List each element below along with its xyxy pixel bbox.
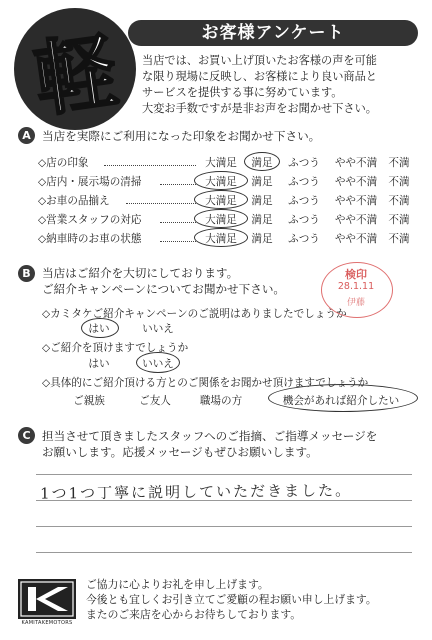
rating-option[interactable]: ふつう: [288, 195, 320, 207]
logo-badge-char: 軽: [28, 23, 124, 129]
rating-option[interactable]: 満足: [251, 195, 273, 207]
k-logo-icon: [18, 579, 76, 619]
rating-option[interactable]: ふつう: [288, 214, 320, 226]
selected-ring: [194, 209, 248, 228]
question-referral: ◇ご紹介を頂けますでしょうか: [42, 342, 189, 354]
option-no[interactable]: いいえ: [142, 323, 174, 335]
rating-option[interactable]: ふつう: [288, 233, 320, 245]
stamp-name: 伊藤: [346, 298, 365, 308]
section-c-title: 担当させて頂きましたスタッフへのご指摘、ご指導メッセージを: [42, 429, 378, 443]
write-line: [36, 526, 412, 527]
rating-option[interactable]: 満足: [251, 233, 273, 245]
leader-dots: [160, 184, 196, 185]
selected-ring: [81, 318, 119, 338]
rating-row-label: ◇店内・展示場の清掃: [38, 176, 142, 188]
rating-option[interactable]: 満足: [251, 176, 273, 188]
rating-option[interactable]: やや不満: [334, 157, 378, 169]
selected-ring: [194, 228, 248, 247]
section-a-title: 当店を実際にご利用になった印象をお聞かせ下さい。: [42, 129, 321, 143]
section-b-title: 当店はご紹介を大切にしております。: [42, 266, 239, 280]
selected-ring: [244, 152, 280, 171]
intro-line: 大変お手数ですが是非お声をお聞かせ下さい。: [142, 102, 377, 115]
rating-option[interactable]: やや不満: [334, 176, 378, 188]
intro-line: 当店では、お買い上げ頂いたお客様の声を可能: [142, 54, 377, 67]
option-yes[interactable]: はい: [88, 358, 110, 370]
handwritten-comment[interactable]: 1つ1つ丁寧に説明していただきました。: [39, 481, 353, 503]
rating-option[interactable]: やや不満: [334, 195, 378, 207]
option-refer-if-chance[interactable]: 機会があれば紹介したい: [282, 395, 400, 407]
rating-option[interactable]: やや不満: [334, 233, 378, 245]
thanks-line: 今後とも宜しくお引き立てご愛顧の程お願い申し上げます。: [86, 593, 377, 606]
option-relatives[interactable]: ご親族: [73, 395, 105, 407]
leader-dots: [126, 203, 196, 204]
rating-option[interactable]: 不満: [388, 157, 410, 169]
intro-line: サービスを提供する事に努めています。: [142, 86, 343, 99]
rating-option[interactable]: 大満足: [205, 233, 237, 245]
option-no[interactable]: いいえ: [142, 358, 174, 370]
page-title: お客様アンケート: [201, 23, 345, 43]
rating-option[interactable]: 満足: [251, 214, 273, 226]
section-b-marker: B: [18, 265, 35, 282]
leader-dots: [104, 165, 196, 166]
rating-option[interactable]: 大満足: [205, 157, 237, 169]
rating-option[interactable]: 不満: [388, 214, 410, 226]
stamp-date: 28.1.11: [337, 281, 375, 292]
stamp-label: 検印: [345, 268, 367, 281]
rating-row-label: ◇営業スタッフの対応: [38, 214, 142, 226]
rating-option[interactable]: 満足: [251, 157, 273, 169]
rating-option[interactable]: 不満: [388, 176, 410, 188]
leader-dots: [160, 222, 196, 223]
rating-option[interactable]: ふつう: [288, 176, 320, 188]
selected-ring: [136, 352, 180, 373]
rating-row-label: ◇店の印象: [38, 157, 89, 169]
company-logo: [18, 579, 76, 619]
leader-dots: [160, 241, 196, 242]
section-c-marker: C: [18, 427, 35, 444]
question-relationship: ◇具体的にご紹介頂ける方とのご関係をお聞かせ頂けますでしょうか: [42, 377, 369, 389]
rating-row-label: ◇納車時のお車の状態: [38, 233, 142, 245]
option-yes[interactable]: はい: [88, 323, 110, 335]
thanks-line: またのご来店を心からお待ちしております。: [86, 608, 302, 621]
write-line: [36, 474, 412, 475]
selected-ring: [194, 190, 248, 209]
option-friends[interactable]: ご友人: [139, 395, 171, 407]
rating-option[interactable]: やや不満: [334, 214, 378, 226]
rating-option[interactable]: ふつう: [288, 157, 320, 169]
rating-option[interactable]: 不満: [388, 233, 410, 245]
section-c-title: お願いします。応援メッセージもぜひお願いします。: [42, 445, 318, 459]
rating-row-label: ◇お車の品揃え: [38, 195, 110, 207]
selected-ring: [268, 384, 418, 412]
write-line: [36, 552, 412, 553]
intro-line: な限り現場に反映し、お客様により良い商品と: [142, 70, 377, 83]
section-a-marker: A: [18, 127, 35, 144]
rating-option[interactable]: 大満足: [205, 195, 237, 207]
rating-option[interactable]: 大満足: [205, 176, 237, 188]
selected-ring: [194, 171, 248, 190]
thanks-line: ご協力に心よりお礼を申し上げます。: [86, 578, 269, 591]
rating-option[interactable]: 大満足: [205, 214, 237, 226]
rating-option[interactable]: 不満: [388, 195, 410, 207]
question-campaign-explained: ◇カミタケご紹介キャンペーンのご説明はありましたでしょうか: [42, 308, 347, 320]
option-coworkers[interactable]: 職場の方: [199, 395, 243, 407]
section-b-title: ご紹介キャンペーンについてお聞かせ下さい。: [42, 282, 286, 296]
company-name: KAMITAKEMOTORS: [21, 620, 73, 626]
